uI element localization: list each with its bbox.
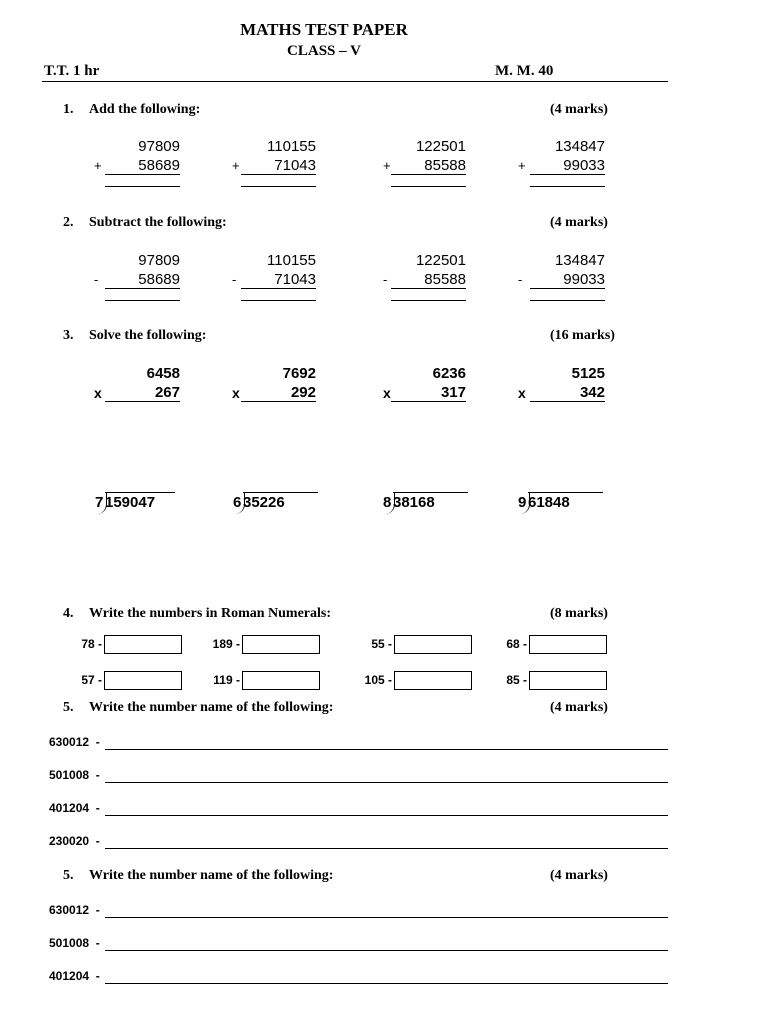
problem-top-number: 110155 [267, 252, 316, 269]
problem-bottom-number: 85588 [391, 157, 466, 175]
problem-top-number: 6458 [146, 365, 180, 382]
answer-line [241, 300, 316, 301]
number-name-answer-line[interactable] [105, 848, 668, 849]
number-name-label: 630012 - [49, 735, 100, 749]
number-name-answer-line[interactable] [105, 749, 668, 750]
roman-answer-box[interactable] [242, 635, 320, 654]
division-bar [243, 492, 318, 493]
roman-number-label: 55 - [371, 637, 392, 651]
problem-top-number: 7692 [282, 365, 316, 382]
divisor: 6 [233, 494, 242, 511]
answer-line [391, 300, 466, 301]
operator-sign: - [94, 272, 99, 287]
q5a-text: Write the number name of the following: [89, 700, 334, 715]
roman-number-label: 68 - [506, 637, 527, 651]
class-label: CLASS – V [287, 43, 361, 59]
number-name-answer-line[interactable] [105, 950, 668, 951]
number-name-answer-line[interactable] [105, 782, 668, 783]
q5b-marks: (4 marks) [550, 868, 608, 883]
operator-sign: x [383, 385, 391, 401]
problem-bottom-number: 58689 [105, 271, 180, 289]
q5a-marks: (4 marks) [550, 700, 608, 715]
q5b-number: 5. [63, 868, 74, 883]
number-name-answer-line[interactable] [105, 917, 668, 918]
q1-marks: (4 marks) [550, 102, 608, 117]
roman-answer-box[interactable] [104, 671, 182, 690]
q5b-text: Write the number name of the following: [89, 868, 334, 883]
number-name-label: 401204 - [49, 801, 100, 815]
division-bar [105, 492, 175, 493]
problem-bottom-number: 85588 [391, 271, 466, 289]
number-name-answer-line[interactable] [105, 983, 668, 984]
roman-number-label: 85 - [506, 673, 527, 687]
roman-answer-box[interactable] [529, 671, 607, 690]
q2-marks: (4 marks) [550, 215, 608, 230]
number-name-answer-line[interactable] [105, 815, 668, 816]
answer-line [105, 300, 180, 301]
time-label: T.T. 1 hr [44, 63, 100, 79]
answer-line [530, 186, 605, 187]
header-rule [42, 81, 668, 82]
q3-marks: (16 marks) [550, 328, 615, 343]
number-name-label: 501008 - [49, 936, 100, 950]
q4-number: 4. [63, 606, 74, 621]
operator-sign: x [232, 385, 240, 401]
answer-line [105, 186, 180, 187]
roman-number-label: 78 - [81, 637, 102, 651]
roman-answer-box[interactable] [242, 671, 320, 690]
q3-text: Solve the following: [89, 328, 207, 343]
problem-top-number: 110155 [267, 138, 316, 155]
operator-sign: x [518, 385, 526, 401]
q5a-number: 5. [63, 700, 74, 715]
operator-sign: x [94, 385, 102, 401]
roman-answer-box[interactable] [394, 671, 472, 690]
roman-number-label: 57 - [81, 673, 102, 687]
number-name-label: 401204 - [49, 969, 100, 983]
problem-top-number: 122501 [415, 138, 466, 155]
problem-bottom-number: 58689 [105, 157, 180, 175]
problem-bottom-number: 292 [241, 384, 316, 402]
operator-sign: - [383, 272, 388, 287]
problem-top-number: 134847 [554, 252, 605, 269]
problem-bottom-number: 71043 [241, 157, 316, 175]
page-title: MATHS TEST PAPER [240, 20, 408, 39]
problem-bottom-number: 99033 [530, 271, 605, 289]
operator-sign: + [383, 158, 391, 173]
answer-line [391, 186, 466, 187]
roman-answer-box[interactable] [394, 635, 472, 654]
roman-answer-box[interactable] [529, 635, 607, 654]
roman-answer-box[interactable] [104, 635, 182, 654]
number-name-label: 230020 - [49, 834, 100, 848]
problem-top-number: 6236 [432, 365, 466, 382]
q3-number: 3. [63, 328, 74, 343]
divisor: 7 [95, 494, 104, 511]
problem-bottom-number: 317 [391, 384, 466, 402]
problem-top-number: 134847 [554, 138, 605, 155]
division-bar [528, 492, 603, 493]
dividend: 38168 [393, 494, 435, 511]
problem-top-number: 122501 [415, 252, 466, 269]
q4-text: Write the numbers in Roman Numerals: [89, 606, 332, 621]
problem-bottom-number: 267 [105, 384, 180, 402]
max-marks-label: M. M. 40 [495, 63, 554, 79]
roman-number-label: 105 - [364, 673, 392, 687]
operator-sign: - [518, 272, 523, 287]
answer-line [241, 186, 316, 187]
divisor: 8 [383, 494, 392, 511]
answer-line [530, 300, 605, 301]
problem-top-number: 5125 [571, 365, 605, 382]
number-name-label: 630012 - [49, 903, 100, 917]
q4-marks: (8 marks) [550, 606, 608, 621]
number-name-label: 501008 - [49, 768, 100, 782]
dividend: 159047 [105, 494, 156, 511]
operator-sign: + [518, 158, 526, 173]
roman-number-label: 119 - [213, 673, 240, 687]
q1-text: Add the following: [89, 102, 201, 117]
problem-top-number: 97809 [138, 252, 180, 269]
q1-number: 1. [63, 102, 74, 117]
operator-sign: + [94, 158, 102, 173]
roman-number-label: 189 - [212, 637, 240, 651]
q2-number: 2. [63, 215, 74, 230]
problem-bottom-number: 99033 [530, 157, 605, 175]
operator-sign: - [232, 272, 237, 287]
operator-sign: + [232, 158, 240, 173]
divisor: 9 [518, 494, 527, 511]
division-bar [393, 492, 468, 493]
dividend: 35226 [243, 494, 285, 511]
q2-text: Subtract the following: [89, 215, 227, 230]
problem-bottom-number: 71043 [241, 271, 316, 289]
problem-bottom-number: 342 [530, 384, 605, 402]
problem-top-number: 97809 [138, 138, 180, 155]
dividend: 61848 [528, 494, 570, 511]
